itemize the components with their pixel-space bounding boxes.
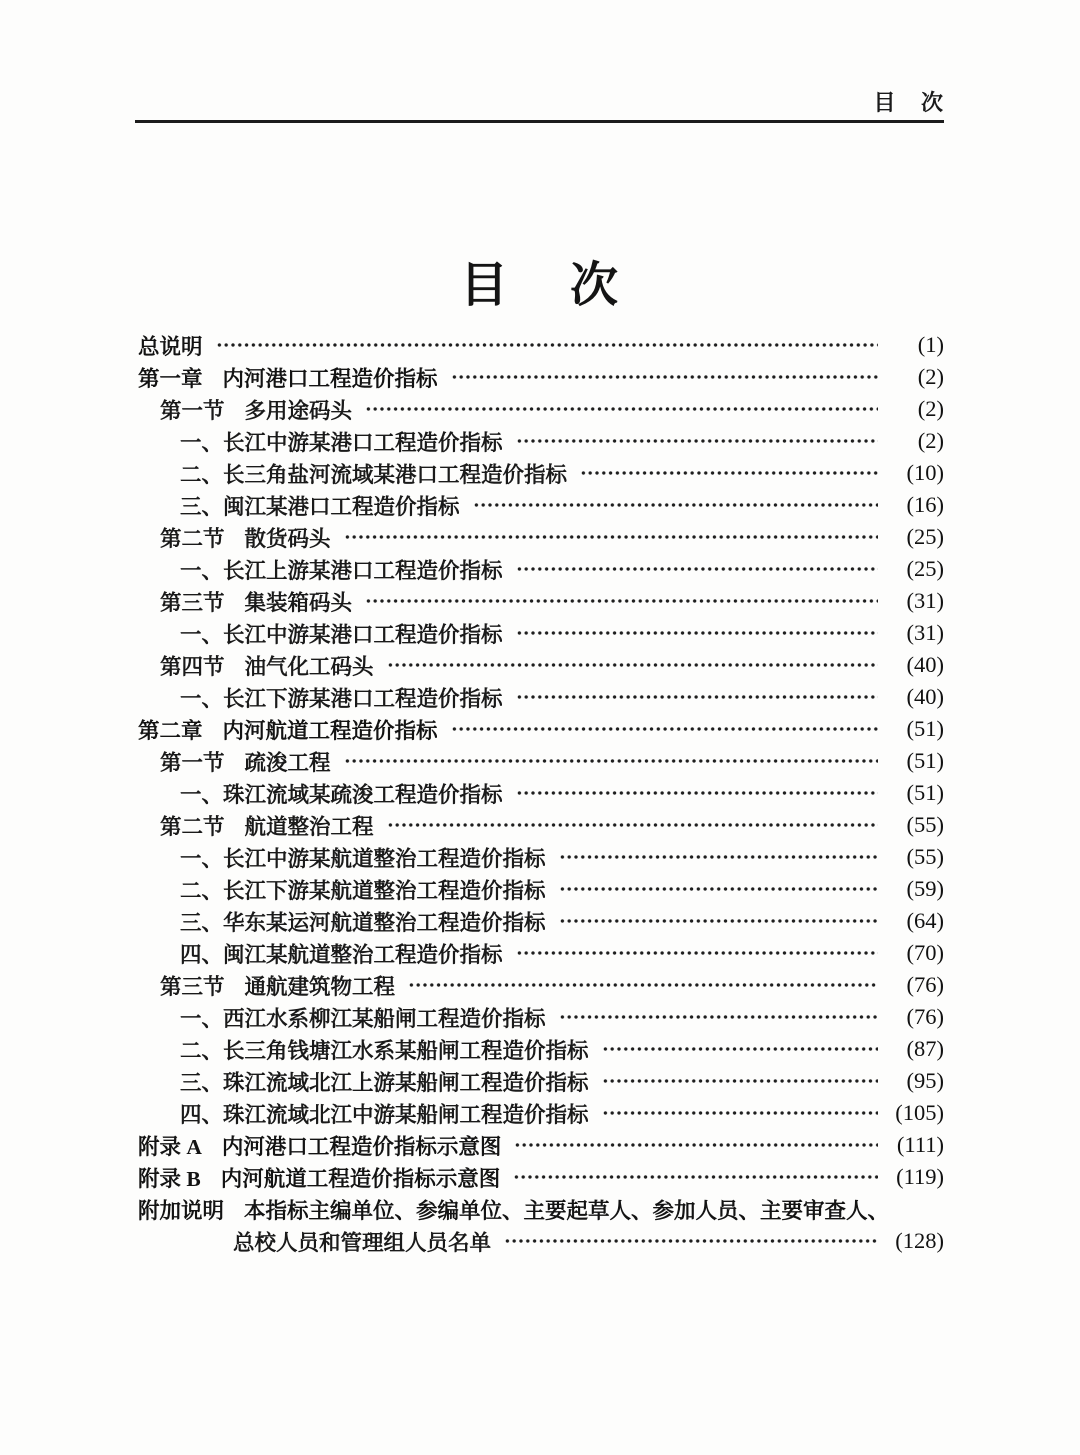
toc-dot-leader: [516, 553, 878, 585]
toc-dot-leader: [365, 585, 878, 617]
toc-entry: [138, 585, 944, 617]
toc-entry: [138, 1001, 944, 1033]
table-of-contents: [138, 329, 944, 1257]
toc-entry-title: 油气化工码头: [244, 654, 374, 679]
toc-entry: [138, 521, 944, 553]
toc-dot-leader: [216, 329, 878, 361]
toc-dot-leader: [516, 617, 878, 649]
toc-entry-label: 附录 B: [138, 1166, 201, 1191]
toc-entry-title: 疏浚工程: [244, 750, 331, 775]
toc-entry: [138, 1161, 944, 1193]
toc-entry-label: 总说明: [138, 334, 203, 359]
toc-page-number: (119): [896, 1164, 944, 1189]
toc-dot-leader: [602, 1097, 878, 1129]
toc-entry-label: 四、闽江某航道整治工程造价指标: [180, 942, 503, 967]
toc-entry-title: 内河航道工程造价指标: [222, 718, 438, 743]
toc-dot-leader: [451, 361, 878, 393]
toc-entry: [138, 1033, 944, 1065]
toc-dot-leader: [516, 937, 878, 969]
toc-dot-leader: [580, 457, 878, 489]
toc-entry-label: 一、长江中游某港口工程造价指标: [180, 430, 503, 455]
toc-dot-leader: [473, 489, 878, 521]
toc-dot-leader: [602, 1033, 878, 1065]
toc-dot-leader: [602, 1065, 878, 1097]
toc-page-number: (76): [906, 972, 944, 997]
toc-entry-label: 附录 A: [138, 1134, 202, 1159]
toc-dot-leader: [344, 521, 878, 553]
toc-page-number: (40): [906, 652, 944, 677]
toc-entry: [138, 361, 944, 393]
toc-page-number: (2): [917, 428, 944, 453]
toc-entry-title: 内河港口工程造价指标: [222, 366, 438, 391]
toc-dot-leader: [559, 841, 878, 873]
toc-page-number: (51): [906, 748, 944, 773]
toc-page-number: (25): [906, 556, 944, 581]
toc-entry-label: 一、长江中游某港口工程造价指标: [180, 622, 503, 647]
toc-entry-label: 一、长江上游某港口工程造价指标: [180, 558, 503, 583]
toc-page-number: (16): [906, 492, 944, 517]
toc-page-number: (10): [906, 460, 944, 485]
toc-dot-leader: [516, 425, 878, 457]
toc-entry-label: 一、珠江流域某疏浚工程造价指标: [180, 782, 503, 807]
toc-entry: [138, 681, 944, 713]
toc-entry: [138, 329, 944, 361]
toc-entry: [138, 553, 944, 585]
toc-dot-leader: [344, 745, 878, 777]
toc-page-number: (70): [906, 940, 944, 965]
toc-entry-label: 第二节: [160, 526, 225, 551]
toc-entry-title: 散货码头: [244, 526, 331, 551]
toc-entry-label: 第四节: [160, 654, 225, 679]
toc-entry: [138, 393, 944, 425]
toc-page-number: (105): [895, 1100, 944, 1125]
toc-entry-title: 内河港口工程造价指标示意图: [221, 1134, 502, 1159]
toc-entry-label: 一、西江水系柳江某船闸工程造价指标: [180, 1006, 546, 1031]
toc-dot-leader: [504, 1225, 878, 1257]
toc-entry-title: 集装箱码头: [244, 590, 353, 615]
toc-entry: [138, 1193, 944, 1225]
toc-page-number: (55): [906, 844, 944, 869]
toc-entry: [138, 873, 944, 905]
header-rule: [135, 120, 944, 123]
toc-dot-leader: [559, 905, 878, 937]
toc-entry-label: 第二章: [138, 718, 203, 743]
toc-entry-title: 内河航道工程造价指标示意图: [220, 1166, 501, 1191]
toc-page-number: (2): [917, 396, 944, 421]
toc-page-number: (31): [906, 620, 944, 645]
toc-dot-leader: [451, 713, 878, 745]
toc-page-number: (1): [917, 332, 944, 357]
toc-entry-label: 三、闽江某港口工程造价指标: [180, 494, 460, 519]
toc-entry-label: 四、珠江流域北江中游某船闸工程造价指标: [180, 1102, 589, 1127]
toc-page-number: (59): [906, 876, 944, 901]
toc-entry-label: 第一节: [160, 750, 225, 775]
toc-page-number: (87): [906, 1036, 944, 1061]
toc-entry-title: 通航建筑物工程: [244, 974, 396, 999]
toc-entry: [138, 1225, 944, 1257]
toc-entry-label: 二、长三角钱塘江水系某船闸工程造价指标: [180, 1038, 589, 1063]
toc-entry-label: 一、长江中游某航道整治工程造价指标: [180, 846, 546, 871]
toc-entry-label: 三、珠江流域北江上游某船闸工程造价指标: [180, 1070, 589, 1095]
toc-entry-title: 多用途码头: [244, 398, 353, 423]
toc-entry-label: 第三节: [160, 590, 225, 615]
toc-entry-label: 第一节: [160, 398, 225, 423]
toc-page-number: (25): [906, 524, 944, 549]
toc-entry-title: 总校人员和管理组人员名单: [233, 1230, 492, 1255]
toc-dot-leader: [387, 809, 878, 841]
toc-entry: [138, 1097, 944, 1129]
toc-page-number: (40): [906, 684, 944, 709]
toc-entry: [138, 1129, 944, 1161]
toc-dot-leader: [408, 969, 878, 1001]
toc-page-number: (111): [896, 1132, 944, 1157]
toc-entry: [138, 969, 944, 1001]
toc-entry: [138, 489, 944, 521]
toc-entry: [138, 745, 944, 777]
toc-dot-leader: [513, 1161, 878, 1193]
running-head: 目 次: [873, 90, 944, 115]
toc-entry: [138, 937, 944, 969]
toc-dot-leader: [514, 1129, 878, 1161]
toc-dot-leader: [387, 649, 878, 681]
toc-entry-label: 二、长江下游某航道整治工程造价指标: [180, 878, 546, 903]
toc-entry: [138, 1065, 944, 1097]
toc-entry: [138, 905, 944, 937]
toc-entry: [138, 649, 944, 681]
toc-entry-label: 一、长江下游某港口工程造价指标: [180, 686, 503, 711]
toc-dot-leader: [516, 777, 878, 809]
toc-dot-leader: [516, 681, 878, 713]
toc-entry: [138, 617, 944, 649]
toc-entry-label: 三、华东某运河航道整治工程造价指标: [180, 910, 546, 935]
toc-entry-label: 第二节: [160, 814, 225, 839]
toc-entry: [138, 777, 944, 809]
toc-entry-label: 第三节: [160, 974, 225, 999]
page-title: 目 次: [459, 259, 620, 312]
toc-page-number: (55): [906, 812, 944, 837]
toc-page-number: (64): [906, 908, 944, 933]
toc-entry-label: 二、长三角盐河流域某港口工程造价指标: [180, 462, 568, 487]
toc-page-number: (51): [906, 716, 944, 741]
toc-entry: [138, 425, 944, 457]
toc-page-number: (51): [906, 780, 944, 805]
toc-page-number: (76): [906, 1004, 944, 1029]
toc-entry: [138, 713, 944, 745]
toc-entry: [138, 457, 944, 489]
toc-dot-leader: [559, 1001, 878, 1033]
toc-dot-leader: [559, 873, 878, 905]
toc-page-number: (31): [906, 588, 944, 613]
toc-entry: [138, 809, 944, 841]
toc-dot-leader: [365, 393, 878, 425]
toc-entry-label: 第一章: [138, 366, 203, 391]
toc-entry-title: 本指标主编单位、参编单位、主要起草人、参加人员、主要审查人、: [244, 1198, 890, 1223]
toc-page-number: (128): [895, 1228, 944, 1253]
toc-page-number: (95): [906, 1068, 944, 1093]
toc-entry-title: 航道整治工程: [244, 814, 374, 839]
toc-entry: [138, 841, 944, 873]
toc-entry-label: 附加说明: [138, 1198, 225, 1223]
toc-page-number: (2): [917, 364, 944, 389]
